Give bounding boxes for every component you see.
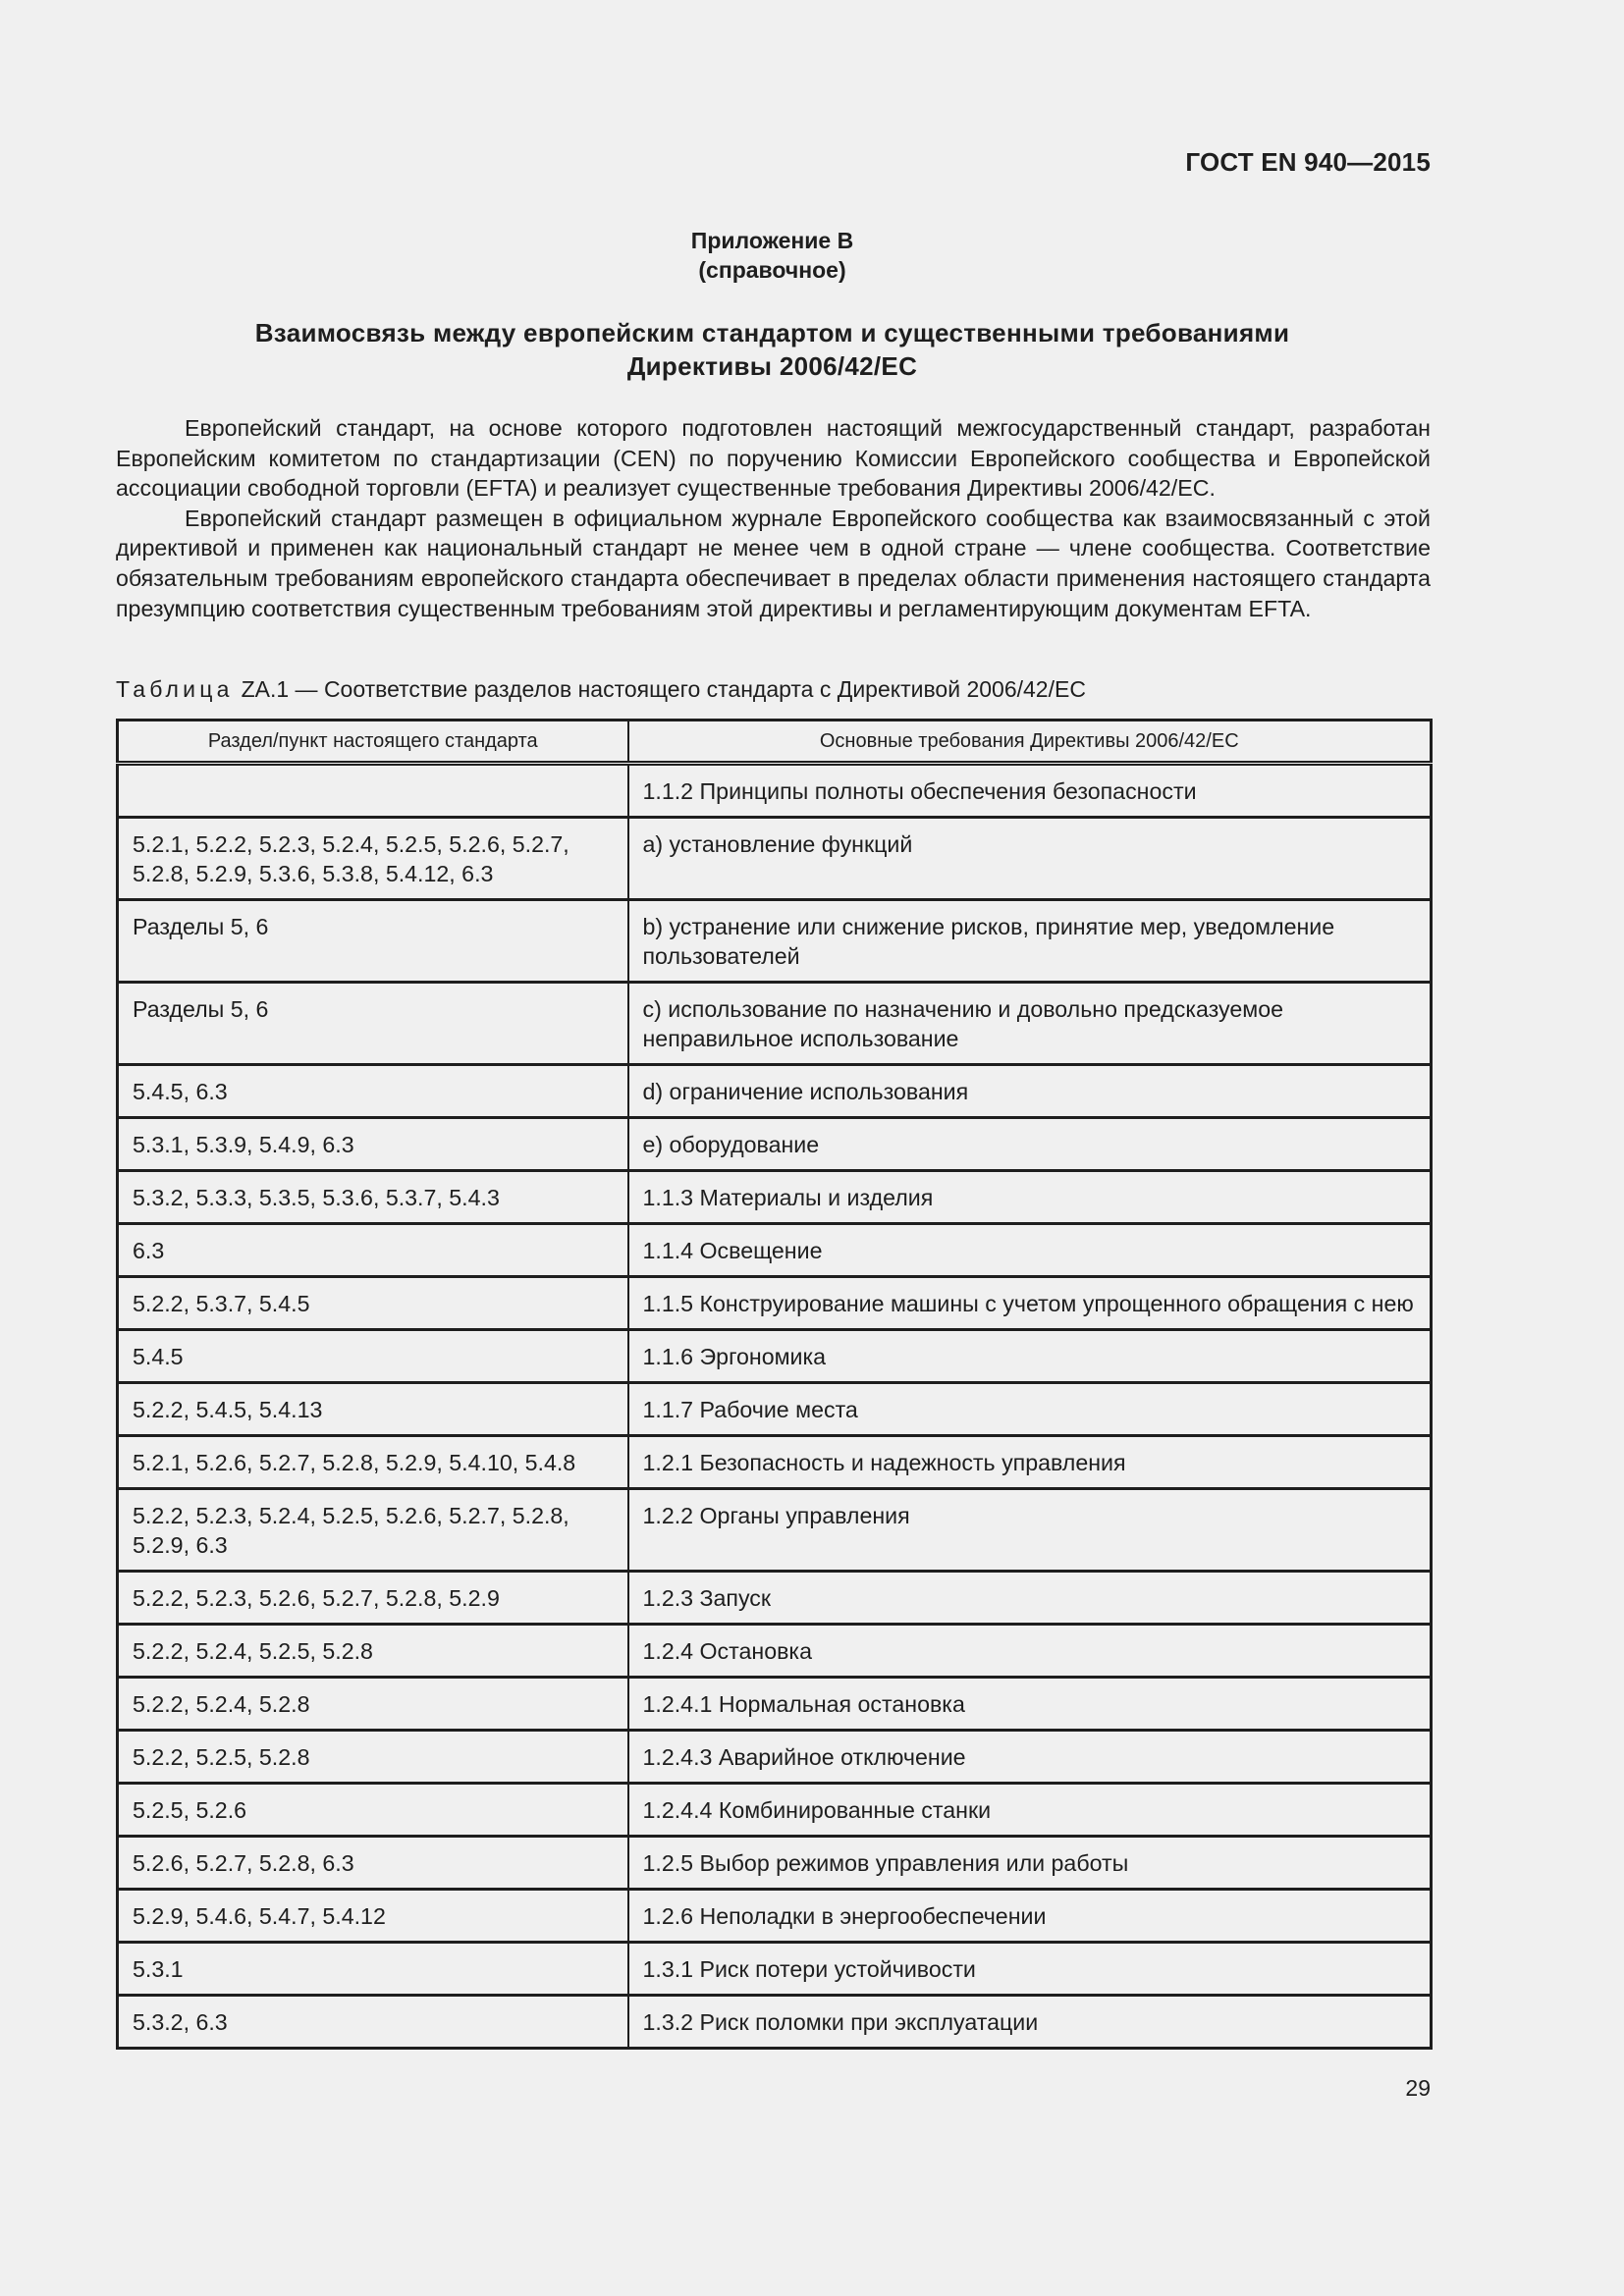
cell-directive-requirement: c) использование по назначению и довольно предсказуемое неправильное использование: [628, 983, 1432, 1065]
cell-standard-section: 5.2.2, 5.2.4, 5.2.8: [118, 1678, 628, 1731]
cell-standard-section: 6.3: [118, 1224, 628, 1277]
table-row: [118, 1118, 1432, 1171]
cell-directive-requirement: 1.1.5 Конструирование машины с учетом упрощенного обращения с нею: [628, 1277, 1432, 1330]
paragraph: Европейский стандарт размещен в официальном журнале Европейского сообщества как взаимосвязанный с этой директивой и применен как национальный стандарт не менее чем в одной стране — члене сообщества. Соответствие обязательным требованиям европейского стандарта обеспечивает в пределах области применения настоящего стандарта презумпцию соответствия существенным требованиям этой директивы и регламентирующим документам EFTA.: [116, 505, 1431, 621]
table-row: [118, 1277, 1432, 1330]
table-row: [118, 1731, 1432, 1784]
cell-directive-requirement: 1.3.1 Риск потери устойчивости: [628, 1943, 1432, 1996]
table-row: [118, 1224, 1432, 1277]
document-code: ГОСТ EN 940—2015: [1185, 147, 1431, 177]
table-row: [118, 1436, 1432, 1489]
column-header-standard-section: Раздел/пункт настоящего стандарта: [118, 721, 628, 764]
table-row: [118, 1065, 1432, 1118]
cell-standard-section: 5.3.2, 6.3: [118, 1996, 628, 2049]
table-row: [118, 1996, 1432, 2049]
cell-directive-requirement: b) устранение или снижение рисков, принятие мер, уведомление пользователей: [628, 900, 1432, 983]
table-body: [118, 764, 1432, 2049]
cell-directive-requirement: 1.2.5 Выбор режимов управления или работы: [628, 1837, 1432, 1890]
cell-directive-requirement: 1.2.1 Безопасность и надежность управления: [628, 1436, 1432, 1489]
cell-directive-requirement: 1.1.6 Эргономика: [628, 1330, 1432, 1383]
cell-standard-section: 5.2.6, 5.2.7, 5.2.8, 6.3: [118, 1837, 628, 1890]
cell-directive-requirement: 1.1.7 Рабочие места: [628, 1383, 1432, 1436]
table-row: [118, 1784, 1432, 1837]
cell-directive-requirement: a) установление функций: [628, 818, 1432, 900]
cell-standard-section: 5.2.2, 5.2.3, 5.2.6, 5.2.7, 5.2.8, 5.2.9: [118, 1572, 628, 1625]
table-row: [118, 1489, 1432, 1572]
table-row: [118, 1171, 1432, 1224]
cell-standard-section: 5.2.2, 5.2.4, 5.2.5, 5.2.8: [118, 1625, 628, 1678]
appendix-subtitle: (справочное): [698, 257, 846, 283]
table-row: [118, 1837, 1432, 1890]
table-caption-prefix: Таблица: [116, 676, 234, 702]
section-title-line-1: Взаимосвязь между европейским стандартом и существенными требованиями: [254, 318, 1290, 347]
appendix-title: Приложение В: [690, 228, 854, 253]
table-row: [118, 1383, 1432, 1436]
cell-standard-section: [118, 764, 628, 818]
cell-standard-section: 5.2.1, 5.2.6, 5.2.7, 5.2.8, 5.2.9, 5.4.10, 5.4.8: [118, 1436, 628, 1489]
table-row: [118, 1572, 1432, 1625]
cell-standard-section: 5.2.9, 5.4.6, 5.4.7, 5.4.12: [118, 1890, 628, 1943]
cell-standard-section: 5.2.2, 5.4.5, 5.4.13: [118, 1383, 628, 1436]
cell-standard-section: 5.2.1, 5.2.2, 5.2.3, 5.2.4, 5.2.5, 5.2.6, 5.2.7, 5.2.8, 5.2.9, 5.3.6, 5.3.8, 5.4.12, 6.3: [118, 818, 628, 900]
correspondence-table-container: [116, 719, 1433, 2050]
table-row: [118, 1625, 1432, 1678]
cell-directive-requirement: 1.2.2 Органы управления: [628, 1489, 1432, 1572]
table-row: [118, 764, 1432, 818]
cell-standard-section: 5.3.1: [118, 1943, 628, 1996]
cell-directive-requirement: 1.2.4.1 Нормальная остановка: [628, 1678, 1432, 1731]
table-row: [118, 1330, 1432, 1383]
cell-directive-requirement: 1.1.2 Принципы полноты обеспечения безопасности: [628, 764, 1432, 818]
body-text: [116, 413, 1431, 623]
cell-standard-section: 5.3.1, 5.3.9, 5.4.9, 6.3: [118, 1118, 628, 1171]
cell-directive-requirement: 1.2.3 Запуск: [628, 1572, 1432, 1625]
table-row: [118, 1943, 1432, 1996]
cell-standard-section: Разделы 5, 6: [118, 900, 628, 983]
table-row: [118, 1890, 1432, 1943]
cell-standard-section: 5.2.2, 5.2.5, 5.2.8: [118, 1731, 628, 1784]
correspondence-table: [116, 719, 1433, 2050]
cell-standard-section: 5.3.2, 5.3.3, 5.3.5, 5.3.6, 5.3.7, 5.4.3: [118, 1171, 628, 1224]
cell-directive-requirement: 1.1.4 Освещение: [628, 1224, 1432, 1277]
table-row: [118, 900, 1432, 983]
table-caption: [116, 676, 1086, 703]
cell-directive-requirement: 1.2.4.3 Аварийное отключение: [628, 1731, 1432, 1784]
cell-directive-requirement: 1.2.6 Неполадки в энергообеспечении: [628, 1890, 1432, 1943]
cell-standard-section: 5.2.2, 5.2.3, 5.2.4, 5.2.5, 5.2.6, 5.2.7, 5.2.8, 5.2.9, 6.3: [118, 1489, 628, 1572]
cell-standard-section: Разделы 5, 6: [118, 983, 628, 1065]
table-row: [118, 983, 1432, 1065]
section-title-line-2: Директивы 2006/42/ЕС: [626, 351, 918, 381]
section-title: [0, 316, 1544, 383]
appendix-heading: [0, 226, 1544, 285]
table-header-row: [118, 721, 1432, 764]
cell-standard-section: 5.4.5: [118, 1330, 628, 1383]
table-row: [118, 1678, 1432, 1731]
cell-directive-requirement: 1.1.3 Материалы и изделия: [628, 1171, 1432, 1224]
page-number: 29: [1405, 2075, 1431, 2101]
column-header-directive-requirement: Основные требования Директивы 2006/42/ЕС: [628, 721, 1432, 764]
table-row: [118, 818, 1432, 900]
table-caption-text: ZA.1 — Соответствие разделов настоящего стандарта с Директивой 2006/42/ЕС: [241, 676, 1086, 702]
cell-directive-requirement: 1.2.4.4 Комбинированные станки: [628, 1784, 1432, 1837]
paragraph: Европейский стандарт, на основе которого подготовлен настоящий межгосударственный стандарт, разработан Европейским комитетом по стандартизации (CEN) по поручению Комиссии Европейского сообщества и Европейской ассоциации свободной торговли (EFTA) и реализует существенные требования Директивы 2006/42/ЕС.: [116, 415, 1431, 502]
cell-directive-requirement: 1.2.4 Остановка: [628, 1625, 1432, 1678]
cell-standard-section: 5.2.5, 5.2.6: [118, 1784, 628, 1837]
cell-standard-section: 5.2.2, 5.3.7, 5.4.5: [118, 1277, 628, 1330]
cell-directive-requirement: d) ограничение использования: [628, 1065, 1432, 1118]
cell-directive-requirement: e) оборудование: [628, 1118, 1432, 1171]
cell-directive-requirement: 1.3.2 Риск поломки при эксплуатации: [628, 1996, 1432, 2049]
cell-standard-section: 5.4.5, 6.3: [118, 1065, 628, 1118]
